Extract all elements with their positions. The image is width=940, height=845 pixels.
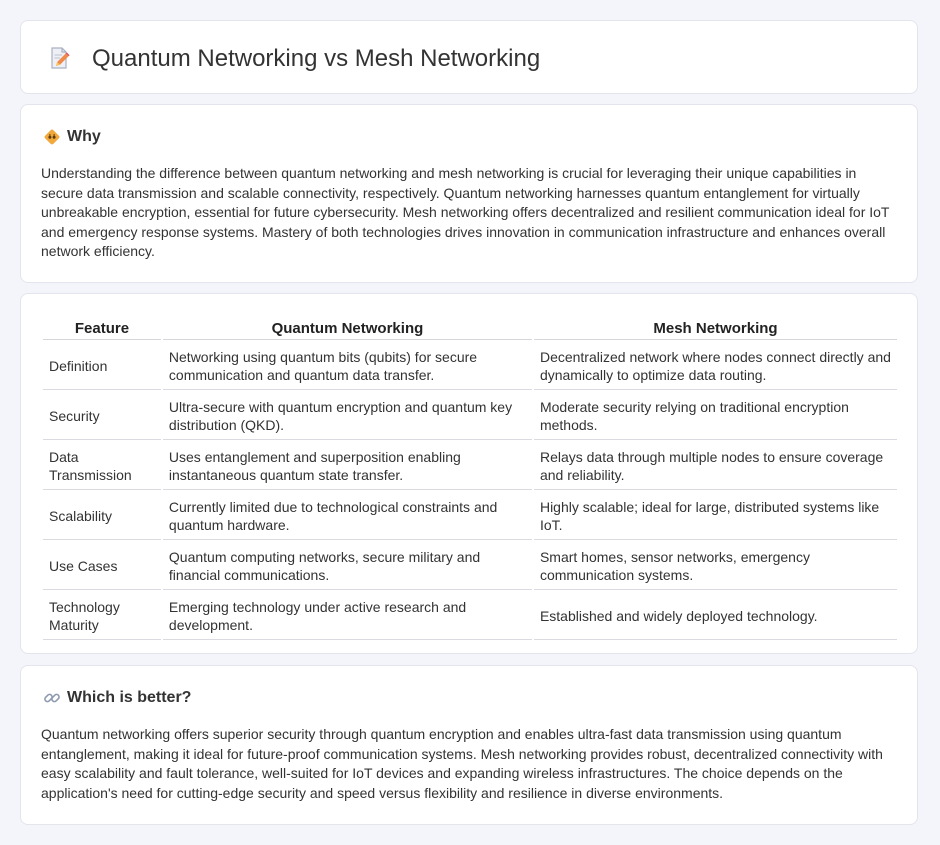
column-header-quantum: Quantum Networking	[163, 316, 532, 340]
mesh-cell: Established and widely deployed technology.	[534, 592, 897, 640]
why-heading: Why	[67, 128, 101, 145]
mesh-cell: Moderate security relying on traditional encryption methods.	[534, 392, 897, 440]
table-row	[43, 492, 897, 540]
document-pencil-icon	[47, 46, 71, 70]
mesh-cell: Smart homes, sensor networks, emergency communication systems.	[534, 542, 897, 590]
table-header-row	[43, 316, 897, 340]
table-row	[43, 342, 897, 390]
feature-cell: Scalability	[43, 492, 161, 540]
feature-cell: Data Transmission	[43, 442, 161, 490]
header-card	[20, 20, 918, 94]
feature-cell: Security	[43, 392, 161, 440]
mesh-cell: Highly scalable; ideal for large, distributed systems like IoT.	[534, 492, 897, 540]
quantum-cell: Emerging technology under active research and development.	[163, 592, 532, 640]
quantum-cell: Uses entanglement and superposition enabling instantaneous quantum state transfer.	[163, 442, 532, 490]
why-paragraph: Understanding the difference between quantum networking and mesh networking is crucial for leveraging their unique capabilities in secure data transmission and scalable connectivity, respectively. Quantum networking harnesses quantum entanglement for virtually unbreakable encryption, essential for future cybersecurity. Mesh networking offers decentralized and resilient communication ideal for IoT and emergency response systems. Mastery of both technologies drives innovation in communication infrastructure and enhances overall network efficiency.	[41, 165, 890, 260]
comparison-card	[20, 293, 918, 654]
page-title: Quantum Networking vs Mesh Networking	[92, 45, 541, 72]
mesh-cell: Relays data through multiple nodes to ensure coverage and reliability.	[534, 442, 897, 490]
column-header-feature: Feature	[43, 316, 161, 340]
which-better-section	[20, 665, 918, 825]
quantum-cell: Ultra-secure with quantum encryption and quantum key distribution (QKD).	[163, 392, 532, 440]
column-header-mesh: Mesh Networking	[534, 316, 897, 340]
quantum-cell: Currently limited due to technological constraints and quantum hardware.	[163, 492, 532, 540]
table-row	[43, 392, 897, 440]
which-better-paragraph: Quantum networking offers superior security through quantum encryption and enables ultra-fast data transmission using quantum entanglement, making it ideal for future-proof communication systems. Mesh networking provides robust, decentralized connectivity with easy scalability and fault tolerance, well-suited for IoT devices and expanding wireless infrastructures. The choice depends on the application's need for cutting-edge security and speed versus flexibility and resilience in diverse environments.	[41, 726, 883, 801]
quantum-cell: Networking using quantum bits (qubits) for secure communication and quantum data transfer.	[163, 342, 532, 390]
feature-cell: Definition	[43, 342, 161, 390]
table-row	[43, 542, 897, 590]
mesh-cell: Decentralized network where nodes connect directly and dynamically to optimize data routing.	[534, 342, 897, 390]
link-icon	[43, 689, 61, 707]
table-row	[43, 442, 897, 490]
feature-cell: Use Cases	[43, 542, 161, 590]
why-section	[20, 104, 918, 283]
diamond-warning-icon	[43, 128, 61, 146]
quantum-cell: Quantum computing networks, secure military and financial communications.	[163, 542, 532, 590]
comparison-table	[41, 314, 899, 642]
table-row	[43, 592, 897, 640]
which-better-heading: Which is better?	[67, 689, 192, 706]
feature-cell: Technology Maturity	[43, 592, 161, 640]
